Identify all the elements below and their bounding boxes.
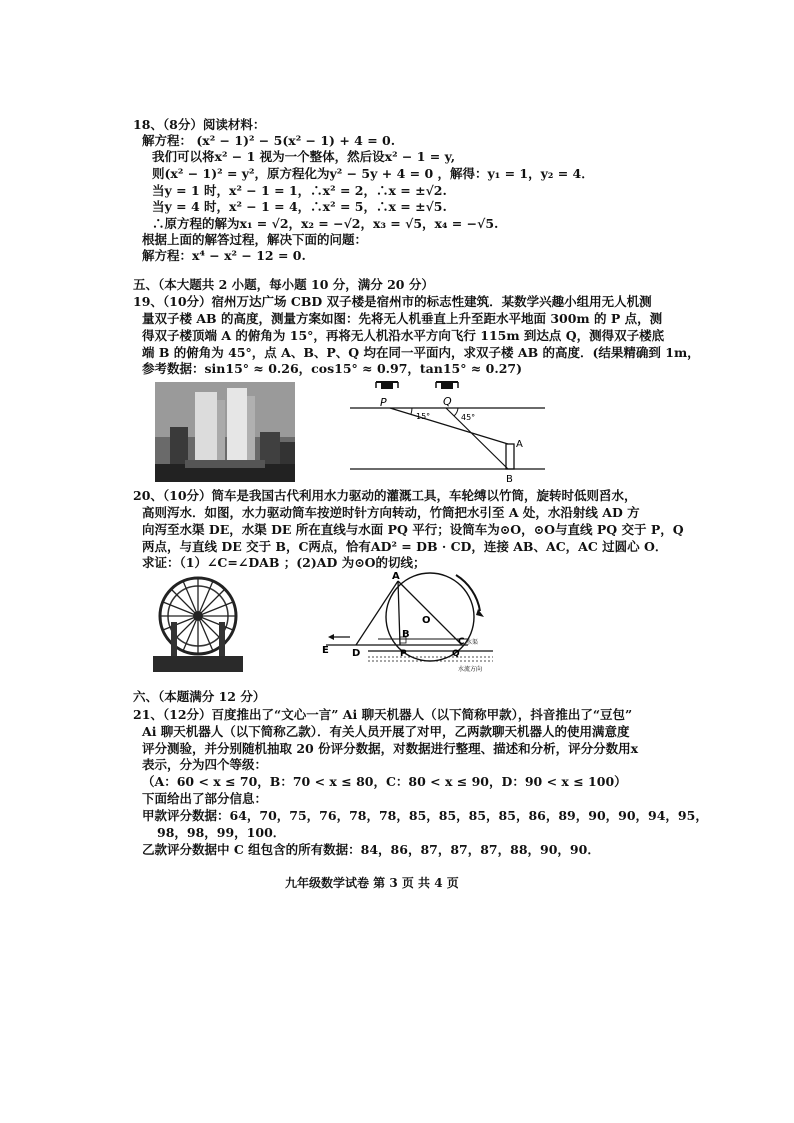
rotation-arrow [456, 575, 480, 611]
q18-line: 当y = 1 时，x² − 1 = 1，∴x² = 2，∴x = ±√2. [152, 183, 447, 198]
label-q: Q [443, 395, 452, 408]
q21-line: 评分测验，并分别随机抽取 20 份评分数据，对数据进行整理、描述和分析，评分分数用x [142, 741, 639, 756]
drone-icon [376, 382, 398, 389]
q21-line: （A：60 < x ≤ 70，B：70 < x ≤ 80，C：80 < x ≤ 90，D：90 < x ≤ 100） [142, 774, 627, 789]
label-b: B [506, 474, 513, 484]
page-footer: 九年级数学试卷 第 3 页 共 4 页 [285, 876, 459, 890]
angle-45-label: 45° [461, 413, 476, 422]
q18-line: 根据上面的解答过程，解决下面的问题： [142, 232, 368, 247]
label-channel: 水渠 [466, 639, 479, 646]
section-6-heading: 六、（本题满分 12 分） [133, 689, 266, 704]
section-5-heading: 五、（本大题共 2 小题，每小题 10 分，满分 20 分） [133, 277, 434, 292]
angle-15-label: 15° [416, 412, 431, 421]
q18-line: 我们可以将x² − 1 视为一个整体，然后设x² − 1 = y, [152, 149, 456, 164]
drone-icon [436, 382, 458, 389]
q18-line: 解方程： (x² − 1)² − 5(x² − 1) + 4 = 0. [142, 133, 396, 148]
q19-line: 量双子楼 AB 的高度，测量方案如图：先将无人机垂直上升至距水平地面 300m 的 P 点，测 [142, 311, 663, 326]
q19-drone-diagram [350, 372, 550, 484]
q19-line: 参考数据：sin15° ≈ 0.26，cos15° ≈ 0.97，tan15° ≈ 0.27) [142, 361, 523, 376]
twin-towers-image [155, 382, 295, 482]
q21-line: 下面给出了部分信息： [142, 791, 268, 806]
label-c: C [458, 637, 465, 647]
label-e: E [322, 645, 329, 656]
q19-line: 19、（10分）宿州万达广场 CBD 双子楼是宿州市的标志性建筑．某数学兴趣小组用无人机测 [133, 294, 652, 309]
q21-line: 21、（12分）百度推出了“文心一言” Ai 聊天机器人（以下简称甲款），抖音推出了“豆包” [133, 707, 633, 722]
label-q: Q [452, 649, 460, 659]
q20-line: 向泻至水渠 DE，水渠 DE 所在直线与水面 PQ 平行；设筒车为⊙O，⊙O与直线 PQ 交于 P，Q [142, 522, 684, 537]
q18-title: 18、（8分）阅读材料： [133, 117, 266, 132]
q21-line: 甲款评分数据：64，70，75，76，78，78，85，85，85，85，86，89，90，90，94，95， [142, 808, 708, 823]
q20-line: 两点，与直线 DE 交于 B，C两点，恰有AD² = DB · CD，连接 AB、AC，AC 过圆心 O． [142, 539, 668, 554]
label-o: O [422, 615, 431, 626]
building-ab [506, 444, 514, 469]
label-water-direction: 水流方向 [458, 666, 483, 673]
label-d: D [352, 648, 361, 659]
segment-ad [356, 581, 398, 645]
label-a: A [392, 571, 400, 582]
q20-geometry-diagram [318, 565, 508, 680]
label-b: B [402, 629, 410, 640]
sight-line-pa [390, 408, 508, 444]
q21-line: 98，98，99，100． [157, 825, 286, 840]
segment-ab [398, 581, 400, 645]
q20-line: 求证：（1）∠C=∠DAB ；(2)AD 为⊙O的切线； [142, 555, 426, 570]
waterwheel-photo [153, 572, 243, 672]
q18-line: 解方程：x⁴ − x² − 12 = 0. [142, 248, 306, 263]
q18-line: ∴原方程的解为x₁ = √2，x₂ = −√2，x₃ = √5，x₄ = −√5. [152, 216, 499, 231]
sight-line-qb [446, 408, 508, 469]
q21-line: Ai 聊天机器人（以下简称乙款）．有关人员开展了对甲，乙两款聊天机器人的使用满意度 [142, 724, 630, 739]
twin-towers-photo [155, 382, 295, 482]
q21-line: 表示，分为四个等级： [142, 757, 268, 772]
q19-line: 端 B 的俯角为 45°，点 A、B、P、Q 均在同一平面内，求双子楼 AB 的高度．(结果精确到 1m， [142, 345, 700, 360]
label-p: P [380, 396, 387, 409]
label-p: P [400, 649, 407, 659]
waterwheel-image [153, 572, 243, 672]
q19-line: 得双子楼顶端 A 的俯角为 15°，再将无人机沿水平方向飞行 115m 到达点 Q，测得双子楼底 [142, 328, 665, 343]
q21-line: 乙款评分数据中 C 组包含的所有数据：84，86，87，87，87，88，90，90． [142, 842, 600, 857]
q20-line: 20、（10分）筒车是我国古代利用水力驱动的灌溉工具，车轮缚以竹筒，旋转时低则舀水， [133, 488, 637, 503]
q18-line: 当y = 4 时，x² − 1 = 4，∴x² = 5，∴x = ±√5. [152, 199, 447, 214]
q18-line: 则(x² − 1)² = y²，原方程化为y² − 5y + 4 = 0 ，解得：y₁ = 1，y₂ = 4． [152, 166, 594, 181]
q20-line: 高则泻水．如图，水力驱动筒车按逆时针方向转动，竹筒把水引至 A 处，水沿射线 AD 方 [142, 505, 640, 520]
label-a: A [516, 439, 523, 450]
